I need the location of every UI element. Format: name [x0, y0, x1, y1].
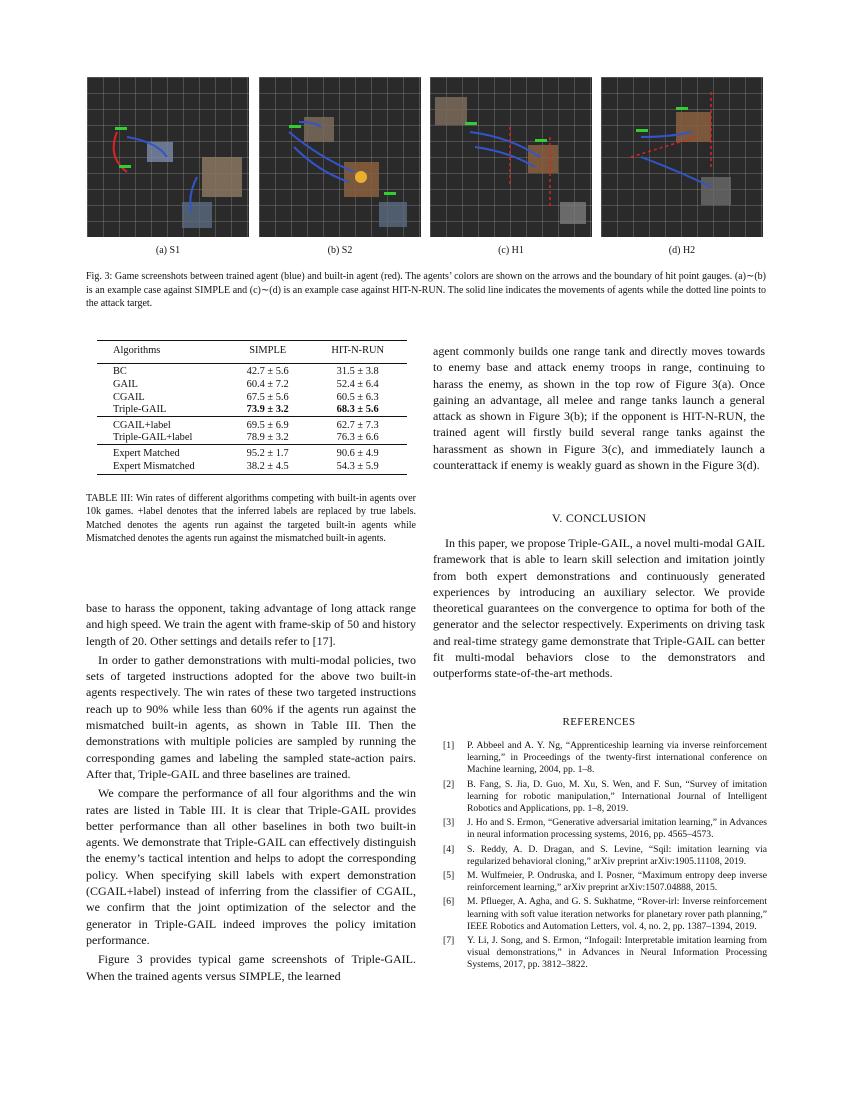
figure-panel-s2	[259, 77, 421, 237]
reference-item	[433, 935, 767, 972]
row-hit: 52.4 ± 6.4	[336, 378, 379, 390]
table-row	[97, 445, 407, 460]
row-algo: Expert Mismatched	[97, 460, 227, 475]
reference-text: S. Reddy, A. D. Dragan, and S. Levine, “Sqil: imitation learning via regularized behavioral cloning,” arXiv preprint arXiv:1905.11108, 2019.	[467, 843, 767, 867]
row-hit: 62.7 ± 7.3	[308, 416, 407, 431]
table-row	[97, 432, 407, 445]
figure-caption: Fig. 3: Game screenshots between trained agent (blue) and built-in agent (red). The agents’ colors are shown on the arrows and the boundary of hit point gauges. (a)∼(b) is an example case against SIMPLE and (c)∼(d) is an example case against HIT-N-RUN. The solid line indicates the movements of agents while the dotted line points to the attack target.	[86, 271, 766, 309]
reference-number: [6]	[443, 896, 455, 908]
reference-item	[433, 844, 767, 868]
section-title: V. CONCLUSION	[551, 511, 647, 525]
game-screenshot-h1	[430, 77, 592, 237]
reference-number: [7]	[443, 935, 455, 947]
row-simple: 69.5 ± 6.9	[227, 416, 308, 431]
row-algo: CGAIL	[113, 391, 145, 403]
row-hit: 31.5 ± 3.8	[308, 363, 407, 378]
row-algo: Triple-GAIL+label	[113, 432, 193, 444]
reference-item	[433, 740, 767, 777]
subcaption-h2: (d) H2	[668, 245, 696, 256]
header-algorithms: Algorithms	[97, 341, 227, 364]
paragraph: Figure 3 provides typical game screenshots of Triple-GAIL. When the trained agents versus SIMPLE, the learned	[86, 952, 416, 983]
reference-item	[433, 896, 767, 933]
row-simple: 38.2 ± 4.5	[227, 460, 308, 475]
table-caption: TABLE III: Win rates of different algorithms competing with built-in agents over 10k games. +label denotes that the inferred labels are replaced by true labels. Matched denotes the agents run against the targeted built-in agents while Mismatched denotes the agents run against the mismatched built-in agents.	[86, 493, 416, 545]
paragraph: In this paper, we propose Triple-GAIL, a novel multi-modal GAIL framework that is able to learn skill selection and imitation jointly from both expert demonstrations and continuously generated experiences by introducing an auxiliary selector. We provide theoretical guarantees on the convergence to optima for both of the generator and the selector respectively. Experiments on driving task and real-time strategy game demonstrate that Triple-GAIL can better fit multi-modal behaviors close to the demonstrators and outperforms state-of-the-art methods.	[433, 536, 765, 681]
row-hit: 60.5 ± 6.3	[336, 391, 379, 403]
row-hit: 76.3 ± 6.6	[336, 432, 379, 444]
reference-item	[433, 779, 767, 816]
table-row	[97, 391, 407, 404]
results-table	[97, 340, 407, 475]
reference-text: B. Fang, S. Jia, D. Guo, M. Xu, S. Wen, and F. Sun, “Survey of imitation learning for robotic manipulation,” International Journal of Intelligent Robotics and Applications, pp. 1–8, 2019.	[467, 778, 767, 815]
subcaption-s1: (a) S1	[155, 245, 181, 256]
row-simple: 78.9 ± 3.2	[246, 432, 289, 444]
game-screenshot-s2	[259, 77, 421, 237]
left-column-text	[86, 600, 416, 984]
row-algo: BC	[97, 363, 227, 378]
reference-text: J. Ho and S. Ermon, “Generative adversarial imitation learning,” in Advances in neural information processing systems, 2016, pp. 4565–4573.	[467, 817, 767, 841]
subcaption-h1: (c) H1	[498, 245, 524, 256]
reference-number: [5]	[443, 870, 455, 882]
row-algo: GAIL	[113, 378, 138, 390]
conclusion-text	[433, 535, 765, 682]
reference-number: [3]	[443, 817, 455, 829]
reference-number: [1]	[443, 740, 455, 751]
row-hit: 68.3 ± 5.6	[336, 404, 379, 416]
figure-panel-s1	[87, 77, 249, 237]
reference-text: M. Pflueger, A. Agha, and G. S. Sukhatme, “Rover-irl: Inverse reinforcement learning with soft value iteration networks for planetary rover path planning,” IEEE Robotics and Automation Letters, vol. 4, no. 2, pp. 1387–1394, 2019.	[467, 896, 767, 932]
row-hit: 90.6 ± 4.9	[308, 445, 407, 460]
paragraph: In order to gather demonstrations with multi-modal policies, two sets of targeted instructions adopted for the above two built-in agents respectively. The win rates of these two targeted instructions reach up to 90% while less than 60% if the agents run against the mismatched built-in agents, as shown in Table III. Then the demonstrations with multiple policies are sampled by running the corresponding games and labeling the sampled state-action pairs. After that, Triple-GAIL and three baselines are trained.	[86, 652, 416, 781]
table-row	[97, 403, 407, 416]
paragraph: We compare the performance of all four algorithms and the win rates are listed in Table III. It is clear that Triple-GAIL provides better performance than all other baselines in both two built-in agents. We demonstrate that Triple-GAIL can effectively distinguish the enemy’s tactical intention and helps to adopt the corresponding policy. When specifying skill labels with expert demonstration (CGAIL+label) instead of inferring from the classifier of CGAIL, we confirm that the joint optimization of the selector and the generator in Triple-GAIL indeed improves the policy imitation performance.	[86, 786, 416, 947]
subcaption-s2: (b) S2	[327, 245, 353, 256]
reference-number: [4]	[443, 843, 455, 855]
row-algo: Expert Matched	[97, 445, 227, 460]
reference-text: M. Wulfmeier, P. Ondruska, and I. Posner, “Maximum entropy deep inverse reinforcement learning,” arXiv preprint arXiv:1507.04888, 2015.	[467, 870, 767, 894]
reference-item	[433, 870, 767, 894]
table-row	[97, 460, 407, 475]
paragraph: base to harass the opponent, taking advantage of long attack range and high speed. We train the agent with frame-skip of 50 and history length of 20. Other settings and details refer to [17].	[86, 601, 416, 648]
right-column-text	[433, 343, 765, 473]
row-algo: Triple-GAIL	[113, 404, 167, 416]
figure-panel-h1	[430, 77, 592, 237]
game-screenshot-h2	[601, 77, 763, 237]
references-title: REFERENCES	[562, 716, 636, 728]
game-screenshot-s1	[87, 77, 249, 237]
row-algo: CGAIL+label	[97, 416, 227, 431]
paragraph: agent commonly builds one range tank and directly moves towards to enemy base and attack enemy troops in range, continuing to harass the enemy, as shown in the top row of Figure 3(a). Once gaining an advantage, all melee and range tanks launch a general attack as shown in Figure 3(b); if the opponent is HIT-N-RUN, the trained agent will firstly build several range tanks against the harassment as shown in Figure 3(c), and immediately launch a counterattack if enemy is weakly guard as shown in the Figure 3(d).	[433, 344, 765, 473]
row-simple: 67.5 ± 5.6	[246, 391, 289, 403]
table-row	[97, 363, 407, 378]
table-row	[97, 378, 407, 391]
row-simple: 42.7 ± 5.6	[227, 363, 308, 378]
row-simple: 60.4 ± 7.2	[246, 378, 289, 390]
table-header-row	[97, 341, 407, 364]
figure-panel-h2	[601, 77, 763, 237]
table-row	[97, 416, 407, 431]
reference-number: [2]	[443, 778, 455, 790]
reference-text: Y. Li, J. Song, and S. Ermon, “Infogail: Interpretable imitation learning from visual demonstrations,” in Advances in Neural Information Processing Systems, 2017, pp. 3812–3822.	[467, 935, 767, 971]
reference-item	[433, 817, 767, 841]
row-hit: 54.3 ± 5.9	[308, 460, 407, 475]
reference-text: P. Abbeel and A. Y. Ng, “Apprenticeship learning via inverse reinforcement learning,” in Proceedings of the twenty-first international conference on Machine learning, 2004, pp. 1–8.	[467, 740, 767, 776]
references-list	[433, 740, 767, 974]
header-hit-n-run: HIT-N-RUN	[308, 341, 407, 364]
row-simple: 73.9 ± 3.2	[246, 404, 289, 416]
header-simple: SIMPLE	[227, 341, 308, 364]
row-simple: 95.2 ± 1.7	[227, 445, 308, 460]
